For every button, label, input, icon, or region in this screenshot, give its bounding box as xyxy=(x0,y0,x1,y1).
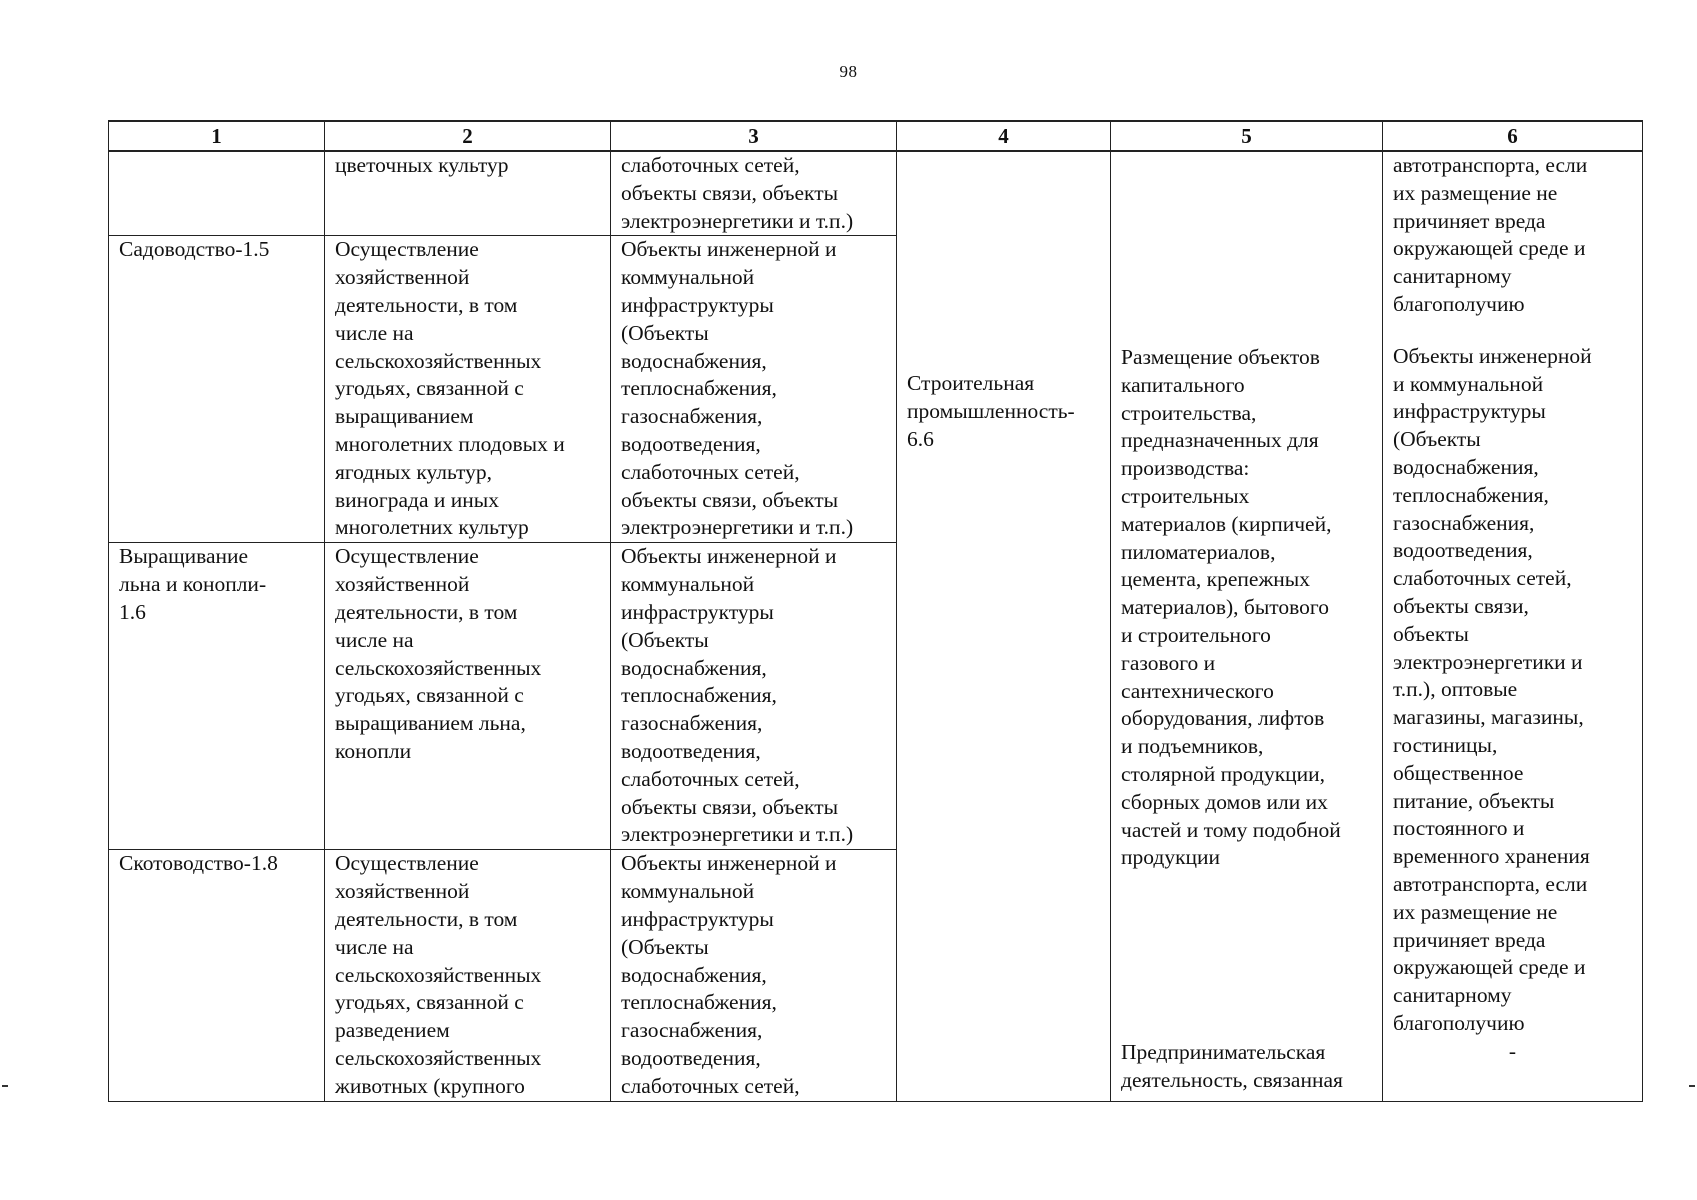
header-cell-5: 5 xyxy=(1111,121,1383,151)
text-line: Размещение объектов xyxy=(1121,345,1320,369)
land-use-cell: Садоводство-1.5 xyxy=(109,236,325,543)
header-cell-1: 1 xyxy=(109,121,325,151)
description-cell: Осуществление хозяйственной деятельности, в том числе на сельскохозяйственных угодьях, связанной с выращиванием льна, конопли xyxy=(325,543,611,850)
land-use-cell: Скотоводство-1.8 xyxy=(109,850,325,1102)
permitted-objects-cell: Объекты инженерной и коммунальной инфраструктуры (Объекты водоснабжения, теплоснабжения, газоснабжения, водоотведения, слаботочных сетей, объекты связи, объекты электроэнергетики и т.п.) xyxy=(611,236,897,543)
zoning-table xyxy=(108,120,1643,1102)
header-cell-4: 4 xyxy=(897,121,1111,151)
header-cell-2: 2 xyxy=(325,121,611,151)
header-cell-6: 6 xyxy=(1383,121,1643,151)
description-cell: Осуществление хозяйственной деятельности, в том числе на сельскохозяйственных угодьях, связанной с разведением сельскохозяйственных животных (крупного xyxy=(325,850,611,1102)
left-edge-mark xyxy=(2,1085,8,1087)
land-use-cell xyxy=(109,151,325,236)
conditional-use-cell: Строительная промышленность- 6.6 xyxy=(897,151,1111,1102)
land-use-cell: Выращивание льна и конопли- 1.6 xyxy=(109,543,325,850)
conditional-objects-cell: автотранспорта, если их размещение не причиняет вреда окружающей среде и санитарному благополучию Объекты инженерной и коммунальной инфраструктуры (Объекты водоснабжения, теплоснабжения, газоснабжения, водоотведения, слаботочных сетей, объекты связи, объекты электроэнергетики и т.п.), оптовые магазины, магазины, гостиницы, общественное питание, объекты постоянного и временного хранения автотранспорта, если их размещение не причиняет вреда окружающей среде и санитарному благополучию - xyxy=(1383,151,1643,1102)
permitted-objects-cell: слаботочных сетей, объекты связи, объекты электроэнергетики и т.п.) xyxy=(611,151,897,236)
right-edge-mark xyxy=(1689,1085,1695,1087)
header-cell-3: 3 xyxy=(611,121,897,151)
permitted-objects-cell: Объекты инженерной и коммунальной инфраструктуры (Объекты водоснабжения, теплоснабжения, газоснабжения, водоотведения, слаботочных сетей, xyxy=(611,850,897,1102)
page-number: 98 xyxy=(839,62,858,81)
description-cell: Осуществление хозяйственной деятельности, в том числе на сельскохозяйственных угодьях, связанной с выращиванием многолетних плодовых и ягодных культур, винограда и иных многолетних культур xyxy=(325,236,611,543)
conditional-description-cell: Размещение объектов капитального строительства, предназначенных для производства: строительных материалов (кирпичей, пиломатериалов, цемента, крепежных материалов), бытового и строительного газового и сантехнического оборудования, лифтов и подъемников, столярной продукции, сборных домов или их частей и тому подобной продукции Предпринимательская деятельность, связанная xyxy=(1111,151,1383,1102)
permitted-objects-cell: Объекты инженерной и коммунальной инфраструктуры (Объекты водоснабжения, теплоснабжения, газоснабжения, водоотведения, слаботочных сетей, объекты связи, объекты электроэнергетики и т.п.) xyxy=(611,543,897,850)
header-row xyxy=(109,121,1643,151)
table-row xyxy=(109,151,1643,236)
description-cell: цветочных культур xyxy=(325,151,611,236)
